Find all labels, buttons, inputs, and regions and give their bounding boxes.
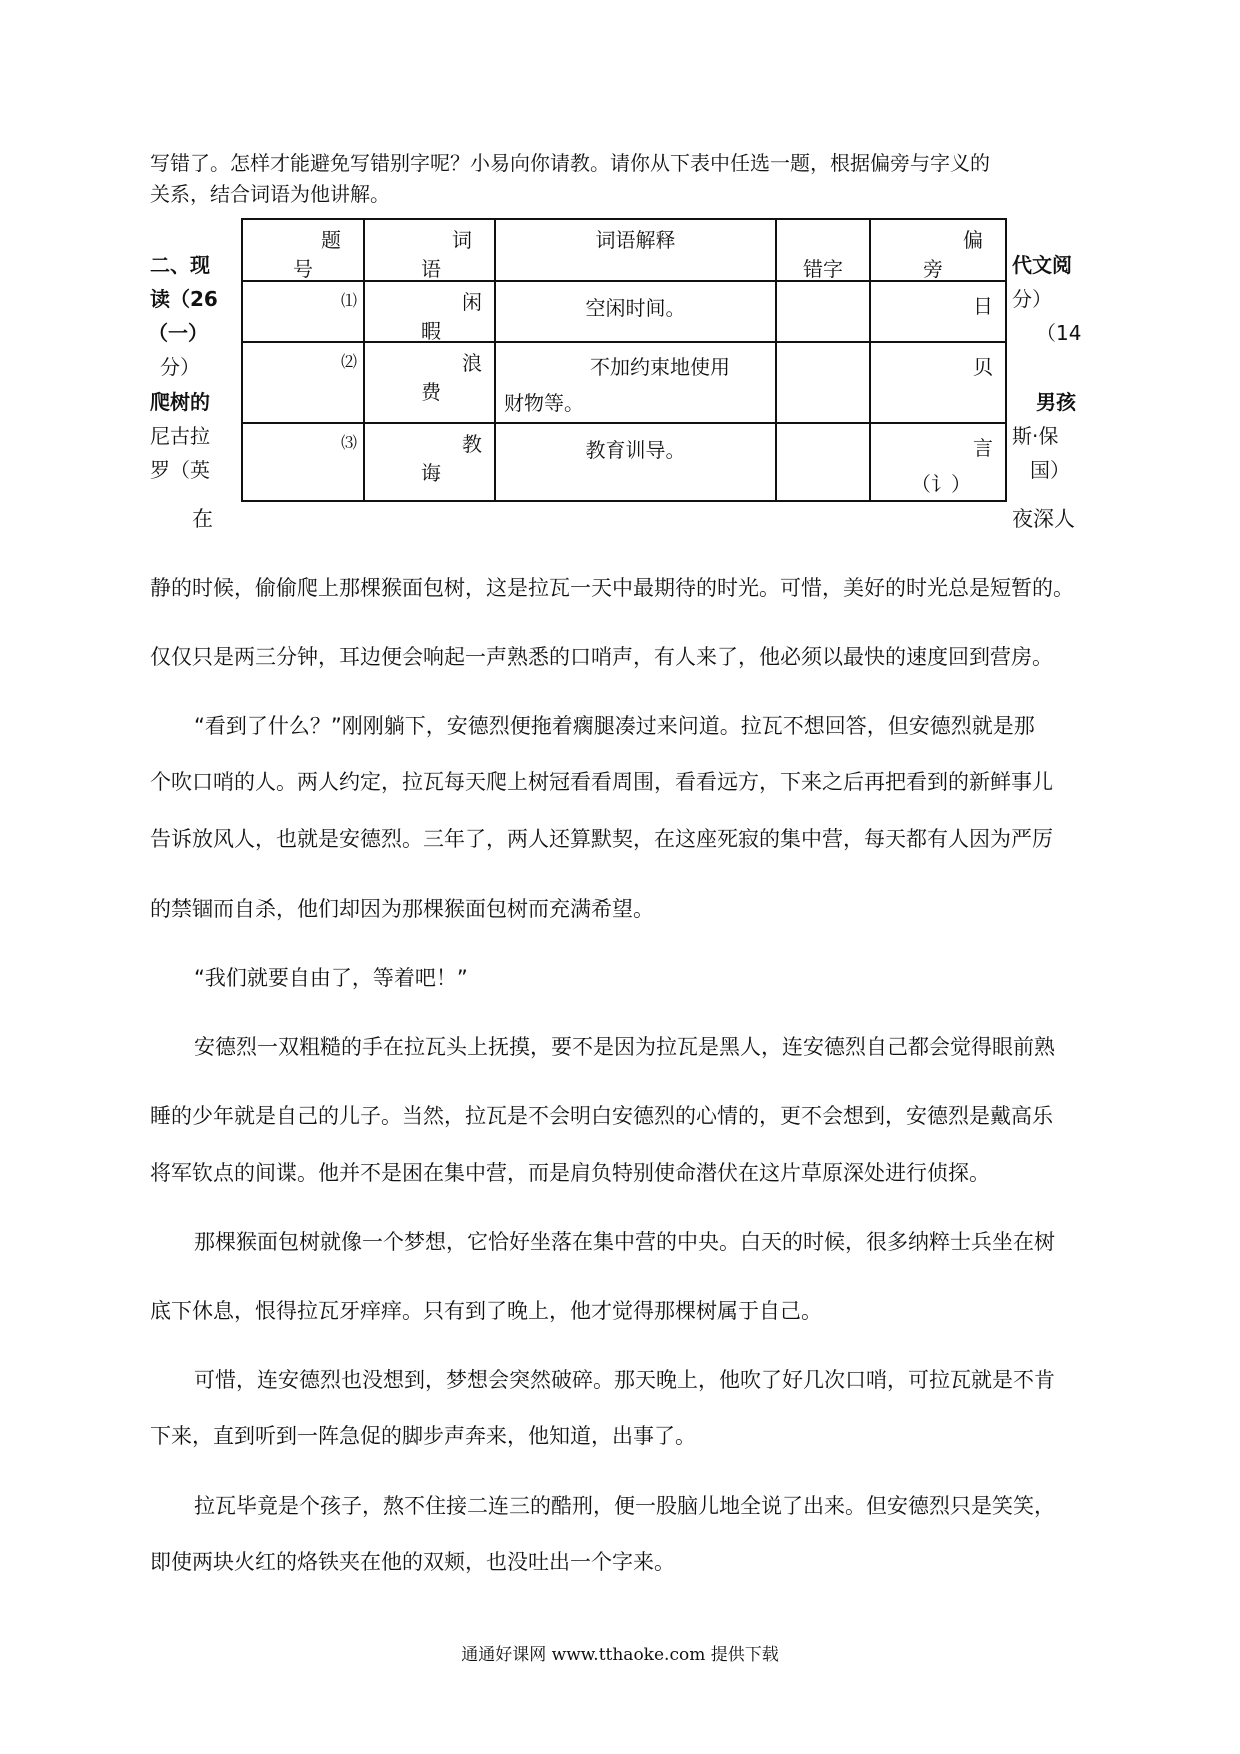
- row-wrong-char[interactable]: [776, 423, 870, 501]
- row-number: ⑶: [242, 423, 364, 501]
- body-start-fragment-right: 夜深人: [1012, 507, 1075, 531]
- header-word: 词 语: [364, 219, 495, 281]
- subsection-score: 分）: [160, 355, 200, 379]
- intro-paragraph: [150, 148, 1100, 210]
- body-start-fragment: 在: [192, 507, 213, 531]
- body-line: 将军钦点的间谍。他并不是困在集中营，而是肩负特别使命潜伏在这片草原深处进行侦探。: [150, 1161, 990, 1185]
- body-line: 即使两块火红的烙铁夹在他的双颊，也没吐出一个字来。: [150, 1550, 675, 1574]
- row-word: 浪 费: [364, 342, 495, 423]
- intro-line-1: 写错了。怎样才能避免写错别字呢？小易向你请教。请你从下表中任选一题，根据偏旁与字义的: [150, 151, 990, 175]
- article-title-part: 爬树的: [150, 390, 210, 414]
- row-word: 教 诲: [364, 423, 495, 501]
- body-line: “我们就要自由了，等着吧！”: [194, 966, 468, 990]
- header-radical: 偏 旁: [870, 219, 1006, 281]
- table-header-row: [242, 219, 1006, 281]
- subsection-score-start: （14: [1036, 321, 1082, 345]
- author-part-1: 尼古拉: [150, 424, 210, 448]
- body-line: 下来，直到听到一阵急促的脚步声奔来，他知道，出事了。: [150, 1424, 696, 1448]
- body-line: 静的时候，偷偷爬上那棵猴面包树，这是拉瓦一天中最期待的时光。可惜，美好的时光总是短暂的。: [150, 576, 1074, 600]
- row-radical: 日: [870, 281, 1006, 342]
- section-heading-end: 代文阅: [1012, 253, 1072, 277]
- body-line: 睡的少年就是自己的儿子。当然，拉瓦是不会明白安德烈的心情的，更不会想到，安德烈是戴高乐: [150, 1104, 1053, 1128]
- row-definition: 不加约束地使用 财物等。: [495, 342, 776, 423]
- body-line: 的禁锢而自杀，他们却因为那棵猴面包树而充满希望。: [150, 897, 654, 921]
- article-title-end: 男孩: [1036, 390, 1076, 414]
- row-definition: 教育训导。: [495, 423, 776, 501]
- table-row: [242, 342, 1006, 423]
- body-line: 个吹口哨的人。两人约定，拉瓦每天爬上树冠看看周围，看看远方，下来之后再把看到的新鲜事儿: [150, 770, 1053, 794]
- subsection-label: （一）: [148, 321, 208, 345]
- row-radical: 贝: [870, 342, 1006, 423]
- author-part-4: 国）: [1030, 458, 1070, 482]
- body-line: 拉瓦毕竟是个孩子，熬不住接二连三的酷刑，便一股脑儿地全说了出来。但安德烈只是笑笑，: [194, 1494, 1055, 1518]
- row-word: 闲 暇: [364, 281, 495, 342]
- row-definition: 空闲时间。: [495, 281, 776, 342]
- table-row: [242, 423, 1006, 501]
- table-row: [242, 281, 1006, 342]
- body-line: 安德烈一双粗糙的手在拉瓦头上抚摸，要不是因为拉瓦是黑人，连安德烈自己都会觉得眼前熟: [194, 1035, 1055, 1059]
- header-wrong-char: 错字: [776, 219, 870, 281]
- intro-line-2: 关系，结合词语为他讲解。: [150, 182, 390, 206]
- row-wrong-char[interactable]: [776, 281, 870, 342]
- row-radical: 言 （讠）: [870, 423, 1006, 501]
- body-line: 那棵猴面包树就像一个梦想，它恰好坐落在集中营的中央。白天的时候，很多纳粹士兵坐在树: [194, 1230, 1055, 1254]
- author-part-2: 罗（英: [150, 458, 210, 482]
- radical-table: [241, 218, 1007, 502]
- row-wrong-char[interactable]: [776, 342, 870, 423]
- author-part-3: 斯·保: [1012, 424, 1059, 448]
- header-definition: 词语解释: [495, 219, 776, 281]
- section-score-end: 分）: [1012, 287, 1052, 311]
- row-number: ⑵: [242, 342, 364, 423]
- page-footer: 通通好课网 www.tthaoke.com 提供下载: [461, 1645, 779, 1665]
- section-score-part: 读（26: [150, 287, 218, 311]
- body-line: 底下休息，恨得拉瓦牙痒痒。只有到了晚上，他才觉得那棵树属于自己。: [150, 1299, 822, 1323]
- body-line: 告诉放风人，也就是安德烈。三年了，两人还算默契，在这座死寂的集中营，每天都有人因为严厉: [150, 827, 1053, 851]
- body-line: “看到了什么？”刚刚躺下，安德烈便拖着瘸腿凑过来问道。拉瓦不想回答，但安德烈就是那: [194, 714, 1035, 738]
- section-heading-part: 二、现: [150, 253, 210, 277]
- header-number: 题 号: [242, 219, 364, 281]
- body-line: 可惜，连安德烈也没想到，梦想会突然破碎。那天晚上，他吹了好几次口哨，可拉瓦就是不肯: [194, 1368, 1055, 1392]
- body-line: 仅仅只是两三分钟，耳边便会响起一声熟悉的口哨声，有人来了，他必须以最快的速度回到营房。: [150, 645, 1053, 669]
- row-number: ⑴: [242, 281, 364, 342]
